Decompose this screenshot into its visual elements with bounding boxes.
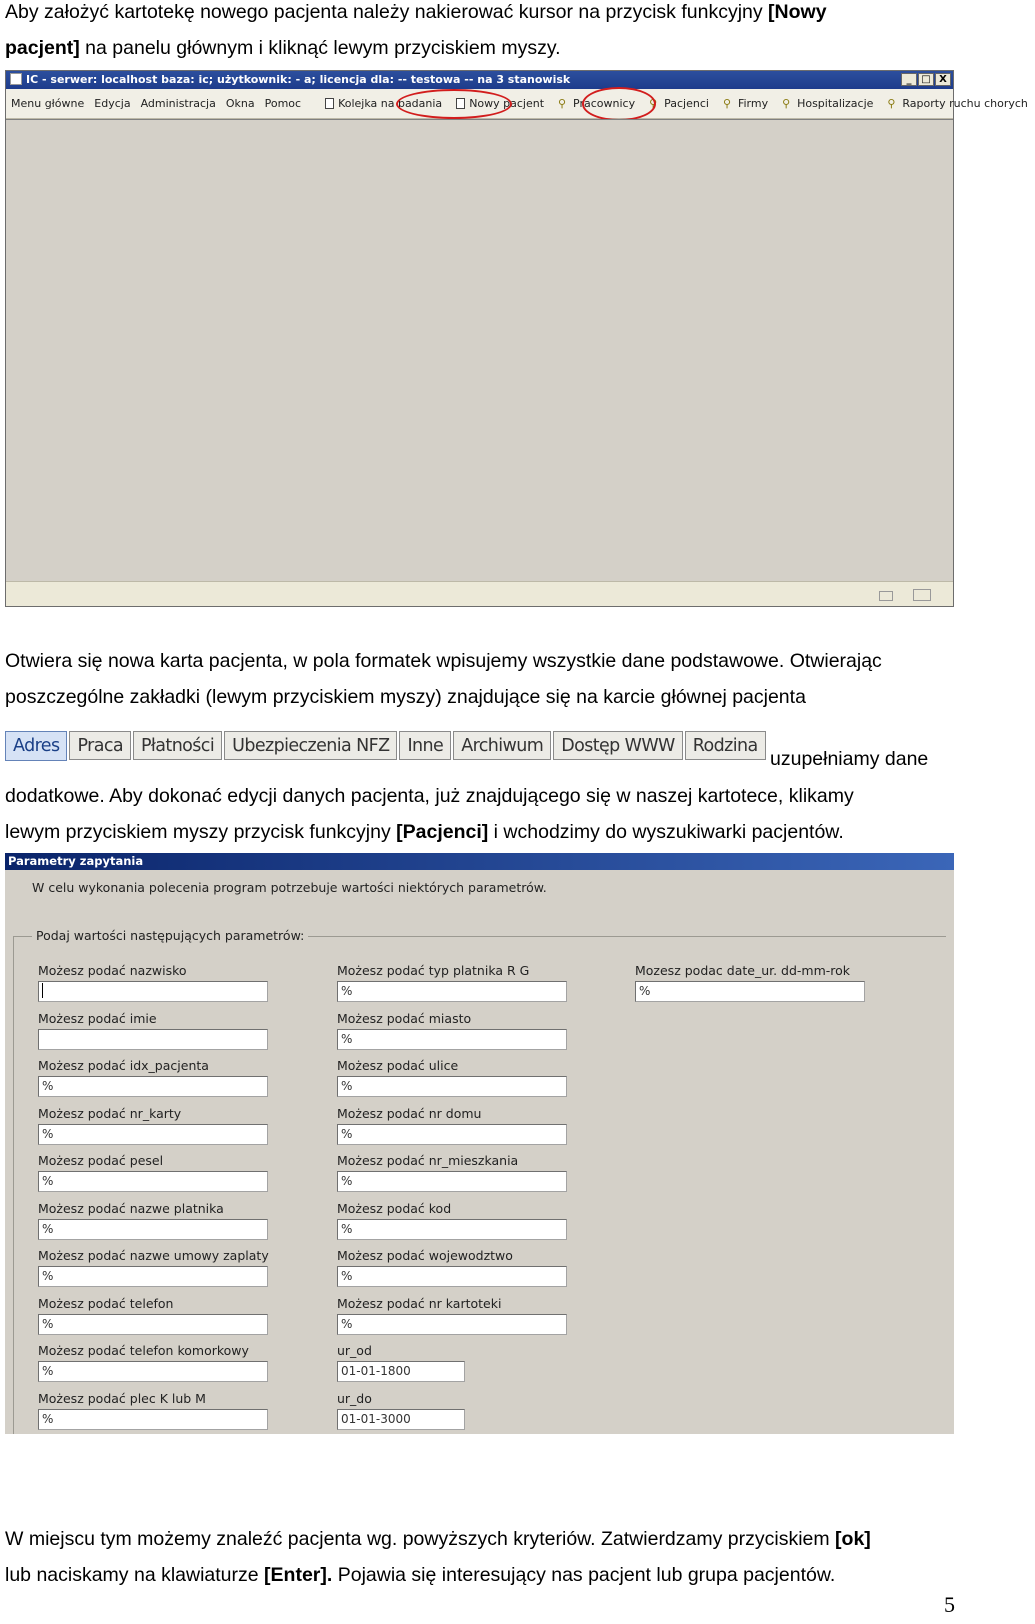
text-caret [42, 983, 43, 998]
param-field [337, 1248, 567, 1287]
tab-archiwum[interactable]: Archiwum [453, 731, 551, 760]
closing-bold: [ok] [835, 1528, 871, 1550]
param-field [337, 1011, 567, 1050]
tab-ubezpieczenia[interactable]: Ubezpieczenia NFZ [224, 731, 397, 760]
param-label: ur_do [337, 1390, 372, 1406]
body-paragraph [5, 643, 950, 715]
param-input[interactable] [38, 1266, 268, 1287]
app-title: IC - serwer: localhost baza: ic; użytkownik: - a; licencja dla: -- testowa -- na 3 stanowisk [26, 73, 571, 86]
closing-text: lub naciskamy na klawiaturze [5, 1564, 265, 1586]
param-input[interactable] [337, 1266, 567, 1287]
param-label: Możesz podać nr_karty [38, 1105, 182, 1121]
param-field [38, 1153, 268, 1192]
param-label: Możesz podać idx_pacjenta [38, 1058, 209, 1073]
closing-bold: [Enter]. [264, 1564, 333, 1586]
param-value: % [42, 1126, 54, 1141]
param-input[interactable] [38, 981, 268, 1002]
tab-adres[interactable]: Adres [5, 731, 67, 761]
minimize-button[interactable]: _ [901, 73, 917, 86]
after-tabs-text: uzupełniamy dane [770, 748, 929, 770]
param-field [337, 963, 567, 1002]
param-value: % [42, 1316, 54, 1331]
param-input[interactable] [337, 1361, 465, 1382]
toolbar-nowy-pacjent-button[interactable] [449, 97, 551, 110]
toolbar-label: Pracownicy [573, 97, 636, 110]
closing-paragraph [5, 1521, 950, 1593]
param-value: % [639, 984, 651, 998]
param-value: % [341, 1221, 353, 1236]
mdi-client-area [6, 119, 953, 582]
param-label: Możesz podać kod [337, 1200, 452, 1216]
param-value: % [341, 1126, 353, 1141]
param-label: Możesz podać nazwisko [38, 963, 187, 978]
param-input[interactable] [38, 1219, 268, 1240]
patient-tab-strip [5, 731, 766, 762]
param-value: % [341, 1031, 353, 1046]
toolbar-raporty-button[interactable] [880, 97, 1034, 110]
body-text-line: dodatkowe. Aby dokonać edycji danych pacjenta, już znajdującego się w naszej kartotece, klikamy [5, 785, 854, 807]
toolbar-pracownicy-button[interactable] [551, 97, 642, 110]
param-value: % [42, 1269, 54, 1283]
param-label: Możesz podać nr_mieszkania [337, 1153, 519, 1168]
param-input[interactable] [38, 1314, 268, 1335]
param-input[interactable] [38, 1171, 268, 1192]
param-value: % [42, 1411, 54, 1426]
param-input[interactable] [38, 1409, 268, 1430]
param-field [337, 1106, 567, 1145]
param-field [38, 1058, 268, 1097]
param-input[interactable] [337, 1171, 567, 1192]
param-label: Mozesz podac date_ur. dd-mm-rok [635, 963, 851, 978]
param-input[interactable] [635, 981, 865, 1002]
param-field [38, 1106, 268, 1145]
key-icon: ⚲ [887, 97, 896, 110]
intro-bold-2: pacjent] [5, 37, 80, 59]
param-input[interactable] [38, 1361, 268, 1382]
param-input[interactable] [337, 1076, 567, 1097]
menu-toolbar [6, 89, 1028, 119]
key-icon: ⚲ [782, 97, 791, 110]
param-field [337, 1391, 465, 1430]
document-icon [325, 98, 334, 109]
group-label: Podaj wartości następujących parametrów: [32, 928, 308, 943]
param-input[interactable] [337, 981, 567, 1002]
param-value: % [42, 1079, 54, 1093]
param-field [337, 1343, 465, 1382]
toolbar-label: Pacjenci [664, 97, 709, 110]
menu-help[interactable]: Pomoc [264, 97, 302, 110]
param-label: ur_od [337, 1343, 372, 1358]
param-label: Możesz podać imie [38, 1010, 157, 1026]
maximize-button[interactable]: □ [918, 73, 934, 86]
param-field [38, 1248, 269, 1287]
body-text-line: Otwiera się nowa karta pacjenta, w pola formatek wpisujemy wszystkie dane podstawowe. Otwierając [5, 650, 882, 672]
param-input[interactable] [337, 1219, 567, 1240]
param-field [38, 1343, 268, 1382]
key-icon: ⚲ [558, 97, 567, 110]
intro-text: Aby założyć kartotekę nowego pacjenta należy nakierować kursor na przycisk funkcyjny [5, 1, 769, 23]
toolbar-kolejka-button[interactable] [318, 97, 449, 110]
toolbar-pacjenci-button[interactable] [642, 97, 716, 110]
toolbar-hospitalizacje-button[interactable] [775, 97, 880, 110]
param-input[interactable] [337, 1314, 567, 1335]
param-value: % [42, 1174, 54, 1188]
mail-icon [879, 591, 893, 601]
param-label: Możesz podać miasto [337, 1010, 472, 1026]
param-field [38, 1296, 268, 1335]
printer-icon[interactable] [913, 589, 931, 601]
param-field [38, 1011, 268, 1050]
param-field [337, 1058, 567, 1097]
param-input[interactable] [337, 1124, 567, 1145]
menu-main[interactable]: Menu główne [11, 97, 85, 110]
param-input[interactable] [38, 1029, 268, 1050]
dialog-info-text: W celu wykonania polecenia program potrzebuje wartości niektórych parametrów. [32, 880, 547, 895]
param-input[interactable] [38, 1124, 268, 1145]
param-value: % [341, 984, 353, 998]
intro-text-2: na panelu głównym i kliknąć lewym przyciskiem myszy. [79, 37, 561, 59]
param-label: Możesz podać plec K lub M [38, 1390, 206, 1406]
param-label: Możesz podać telefon komorkowy [38, 1343, 249, 1358]
param-field [337, 1296, 567, 1335]
param-label: Możesz podać telefon [38, 1295, 174, 1311]
param-value: % [341, 1174, 353, 1188]
key-icon: ⚲ [722, 97, 731, 110]
param-label: Możesz podać nazwe umowy zaplaty [38, 1248, 269, 1263]
param-value: 01-01-3000 [341, 1411, 411, 1426]
page-number: 5 [944, 1592, 955, 1617]
param-field [337, 1153, 567, 1192]
param-label: Możesz podać ulice [337, 1058, 459, 1073]
window-buttons [901, 73, 951, 86]
param-value: % [341, 1316, 353, 1331]
body-text-line: lewym przyciskiem myszy przycisk funkcyjny [5, 821, 397, 843]
toolbar-firmy-button[interactable] [716, 97, 775, 110]
param-label: Możesz podać typ platnika R G [337, 963, 530, 978]
param-value: 01-01-1800 [341, 1364, 411, 1378]
body-text-line: poszczególne zakładki (lewym przyciskiem myszy) znajdujące się na karcie głównej pacjenta [5, 686, 806, 708]
tab-platnosci[interactable]: Płatności [133, 731, 222, 760]
param-label: Możesz podać nazwe platnika [38, 1200, 224, 1216]
param-input[interactable] [337, 1029, 567, 1050]
param-label: Możesz podać nr domu [337, 1105, 482, 1121]
param-value: % [341, 1079, 353, 1093]
intro-bold: [Nowy [768, 1, 827, 23]
menu-admin[interactable]: Administracja [140, 97, 216, 110]
param-value: % [341, 1269, 353, 1283]
body-text-line: i wchodzimy do wyszukiwarki pacjentów. [488, 821, 844, 843]
param-field [38, 963, 268, 1002]
param-label: Możesz podać pesel [38, 1153, 164, 1168]
document-icon [456, 98, 465, 109]
param-label: Możesz podać nr kartoteki [337, 1295, 502, 1311]
param-value: % [42, 1221, 54, 1236]
toolbar-label: Hospitalizacje [797, 97, 874, 110]
body-bold: [Pacjenci] [396, 821, 489, 843]
close-button[interactable]: X [935, 73, 951, 86]
tab-inne[interactable]: Inne [399, 731, 451, 760]
query-params-dialog [5, 853, 954, 1434]
param-input[interactable] [337, 1409, 465, 1430]
param-field [38, 1201, 268, 1240]
menu-windows[interactable]: Okna [225, 97, 255, 110]
param-input[interactable] [38, 1076, 268, 1097]
toolbar-label: Kolejka na badania [338, 97, 443, 110]
tab-rodzina[interactable]: Rodzina [685, 731, 766, 760]
tab-dostep-www[interactable]: Dostęp WWW [553, 731, 683, 760]
tab-praca[interactable]: Praca [69, 731, 131, 760]
toolbar-label: Firmy [737, 97, 769, 110]
status-bar [6, 581, 953, 606]
param-field [337, 1201, 567, 1240]
param-label: Możesz podać wojewodztwo [337, 1248, 513, 1263]
body-paragraph-cont [5, 778, 950, 850]
toolbar-label: Raporty ruchu chorych [902, 97, 1028, 110]
menu-edit[interactable]: Edycja [94, 97, 131, 110]
app-title-bar [6, 71, 953, 89]
toolbar-label: Nowy pacjent [469, 97, 545, 110]
param-value: % [42, 1364, 54, 1378]
dialog-title-bar: Parametry zapytania [5, 853, 954, 870]
param-field [38, 1391, 268, 1430]
app-icon [10, 73, 22, 85]
app-window-screenshot [5, 70, 1028, 607]
param-field [635, 963, 865, 1002]
closing-text: Pojawia się interesujący nas pacjent lub grupa pacjentów. [332, 1564, 836, 1586]
key-icon: ⚲ [649, 97, 658, 110]
closing-text: W miejscu tym możemy znaleźć pacjenta wg. powyższych kryteriów. Zatwierdzamy przyciskiem [5, 1528, 836, 1550]
intro-paragraph [5, 0, 950, 66]
